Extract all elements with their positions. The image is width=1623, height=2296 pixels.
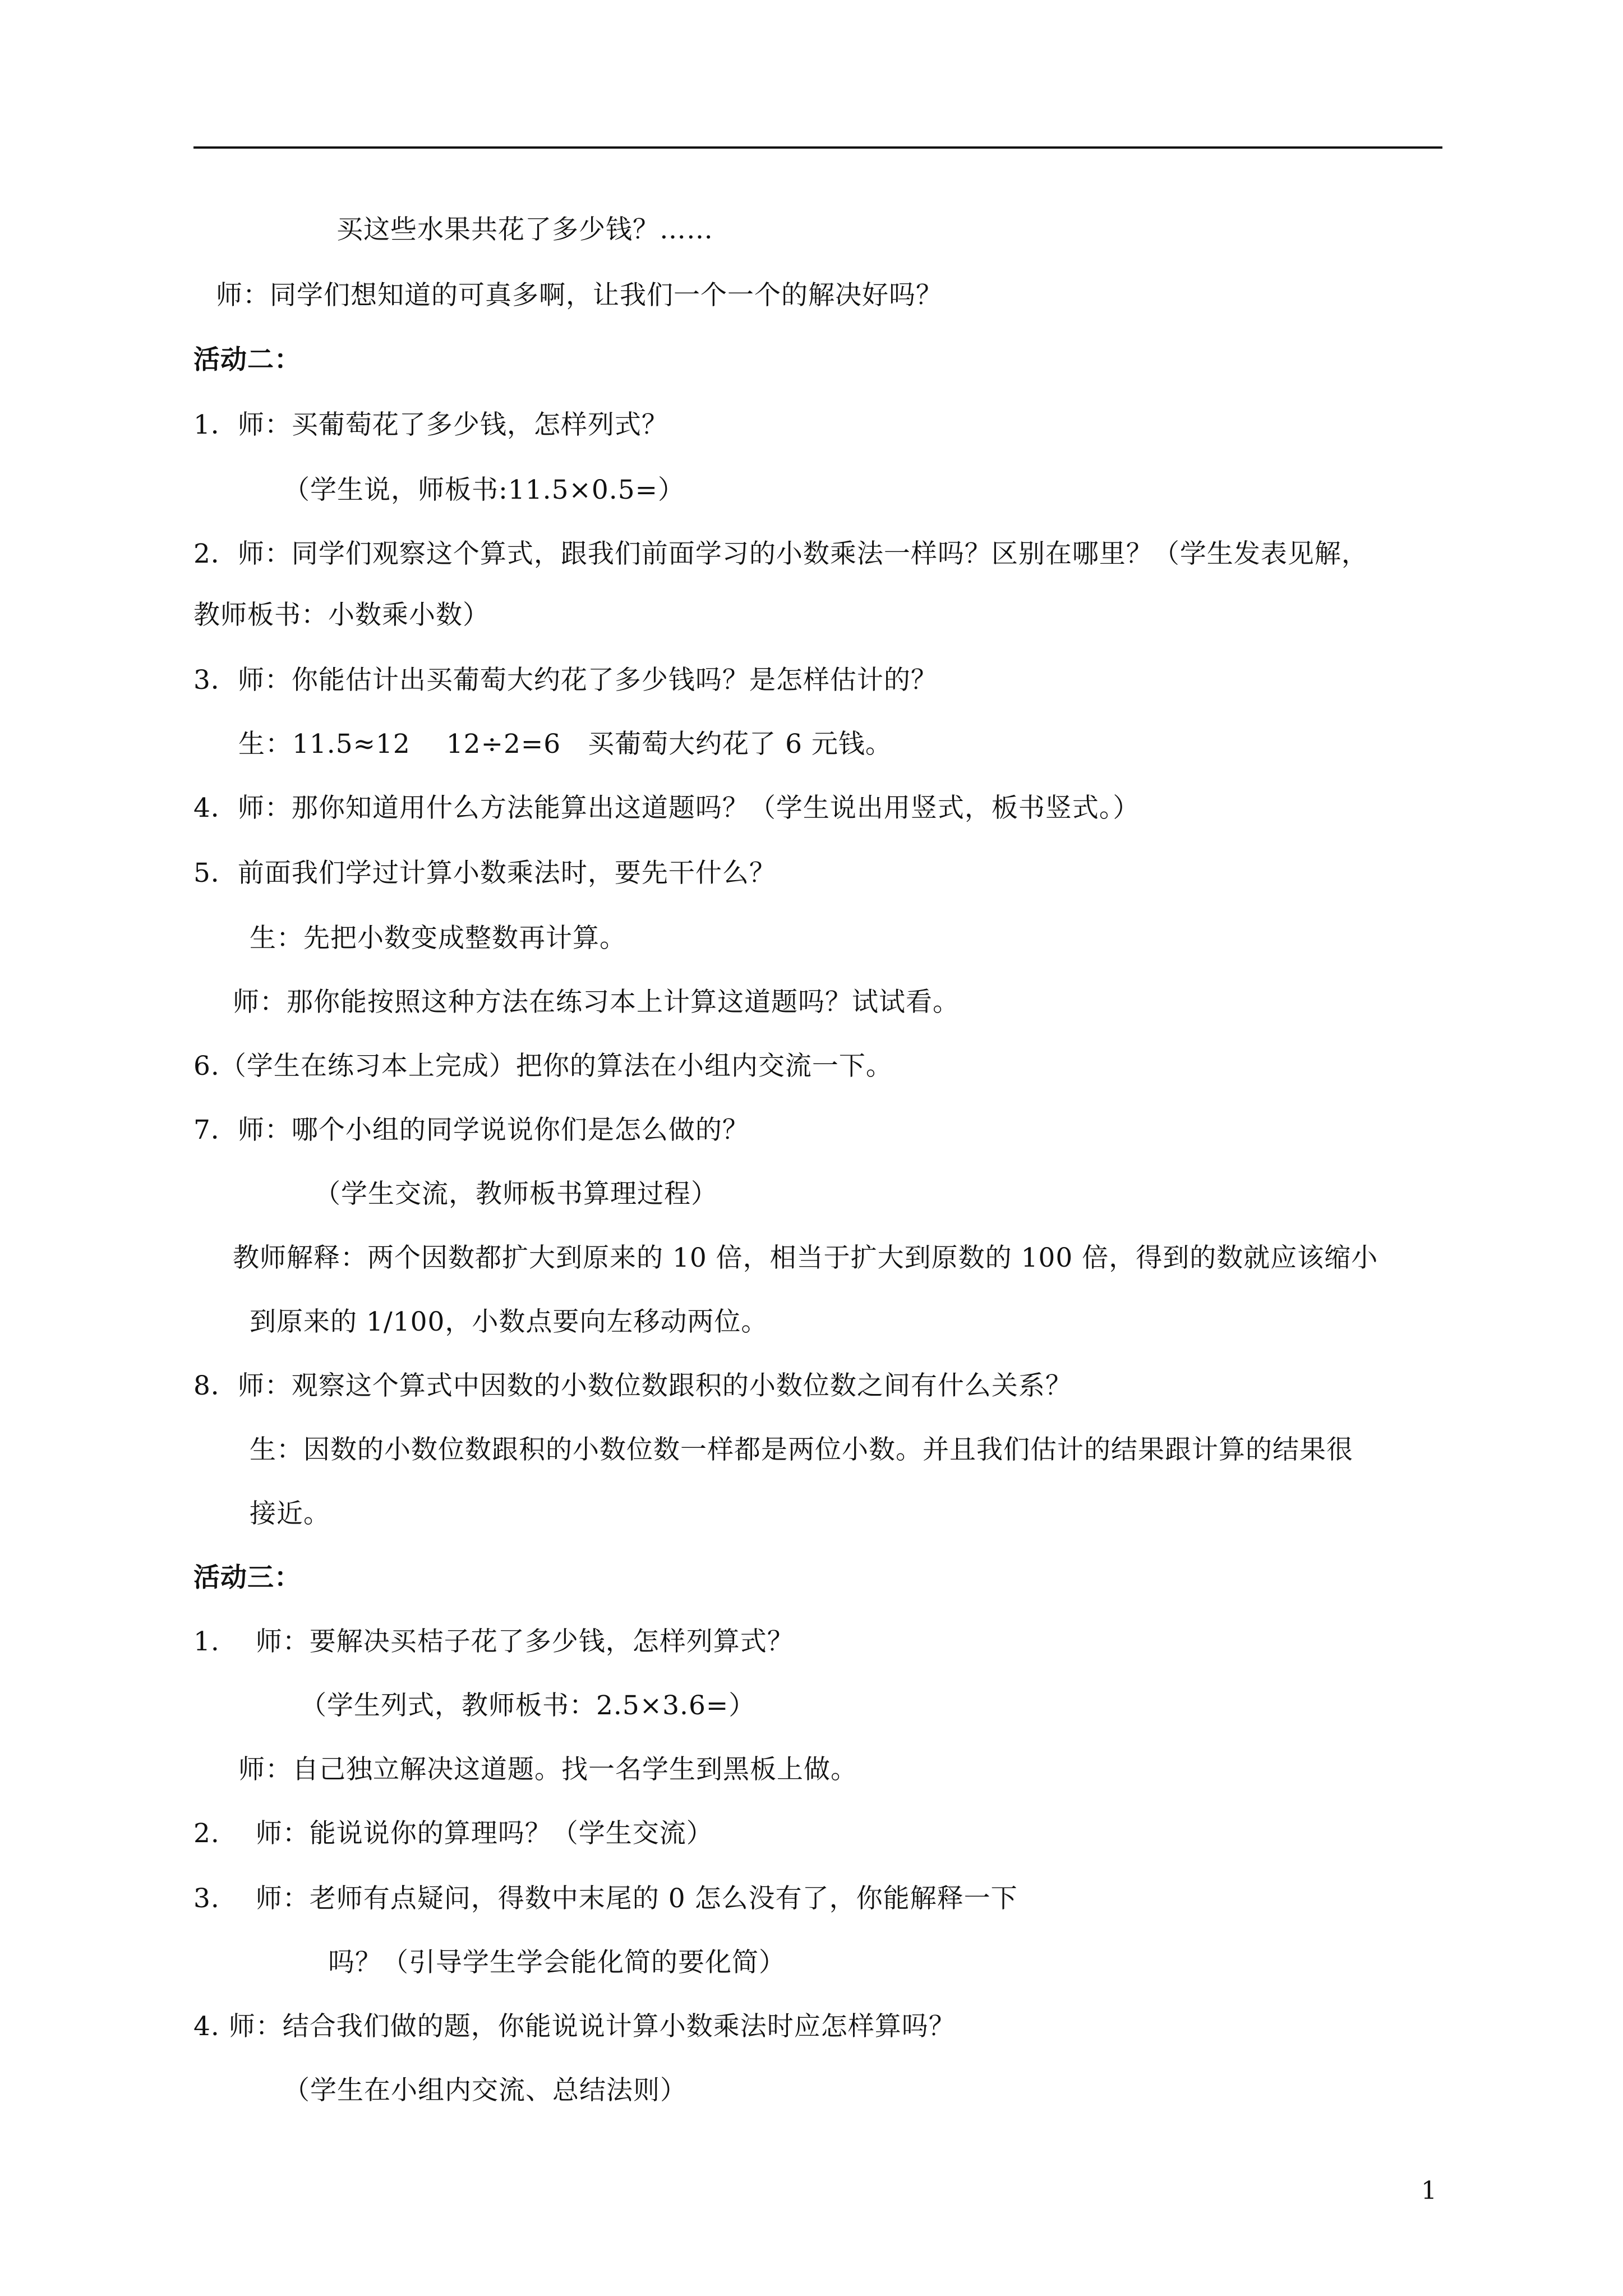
text-line: （学生在小组内交流、总结法则） [283, 2075, 687, 2106]
section-heading: 活动三： [193, 1562, 301, 1593]
text-line: 师：同学们想知道的可真多啊，让我们一个一个的解决好吗？ [216, 280, 943, 311]
text-line: （学生交流，教师板书算理过程） [314, 1179, 718, 1209]
text-line: 4．师：那你知道用什么方法能算出这道题吗？（学生说出用竖式，板书竖式。） [193, 793, 1140, 823]
text-line: 3．师：你能估计出买葡萄大约花了多少钱吗？是怎样估计的？ [193, 665, 938, 696]
text-line: 吗？（引导学生学会能化简的要化简） [328, 1947, 786, 1978]
text-line: 师：自己独立解决这道题。找一名学生到黑板上做。 [238, 1754, 857, 1785]
text-line: 5．前面我们学过计算小数乘法时，要先干什么？ [193, 858, 776, 889]
text-line: 生：11.5≈12 12÷2=6 买葡萄大约花了 6 元钱。 [238, 729, 892, 760]
text-line: 2．师：同学们观察这个算式，跟我们前面学习的小数乘法一样吗？区别在哪里？（学生发表见解， [193, 539, 1368, 569]
text-line: 3. 师：老师有点疑问，得数中末尾的 0 怎么没有了，你能解释一下 [193, 1883, 1018, 1914]
text-line: 接近。 [250, 1498, 330, 1529]
text-line: 师：那你能按照这种方法在练习本上计算这道题吗？试试看。 [233, 987, 960, 1018]
text-line: 生：因数的小数位数跟积的小数位数一样都是两位小数。并且我们估计的结果跟计算的结果很 [250, 1434, 1353, 1465]
text-line: 到原来的 1/100，小数点要向左移动两位。 [250, 1306, 768, 1337]
text-line: 1．师：买葡萄花了多少钱，怎样列式？ [193, 409, 668, 440]
text-line: （学生列式，教师板书：2.5×3.6=） [300, 1690, 756, 1721]
text-line: 6.（学生在练习本上完成）把你的算法在小组内交流一下。 [193, 1051, 893, 1082]
text-line: 4. 师：结合我们做的题，你能说说计算小数乘法时应怎样算吗？ [193, 2011, 956, 2042]
text-line: 买这些水果共花了多少钱？…… [336, 214, 713, 245]
text-line: 8．师：观察这个算式中因数的小数位数跟积的小数位数之间有什么关系？ [193, 1370, 1072, 1401]
page-number: 1 [1421, 2177, 1437, 2205]
header-rule [193, 146, 1442, 149]
text-line: （学生说，师板书:11.5×0.5=） [283, 475, 685, 505]
text-line: 生：先把小数变成整数再计算。 [250, 923, 626, 954]
text-line: 1. 师：要解决买桔子花了多少钱，怎样列算式？ [193, 1626, 794, 1657]
text-line: 2. 师：能说说你的算理吗？（学生交流） [193, 1818, 713, 1849]
section-heading: 活动二： [193, 344, 301, 375]
text-line: 教师板书：小数乘小数） [193, 600, 490, 631]
text-line: 7．师：哪个小组的同学说说你们是怎么做的？ [193, 1115, 749, 1145]
text-line: 教师解释：两个因数都扩大到原来的 10 倍，相当于扩大到原数的 100 倍，得到的数就应该缩小 [233, 1243, 1378, 1273]
